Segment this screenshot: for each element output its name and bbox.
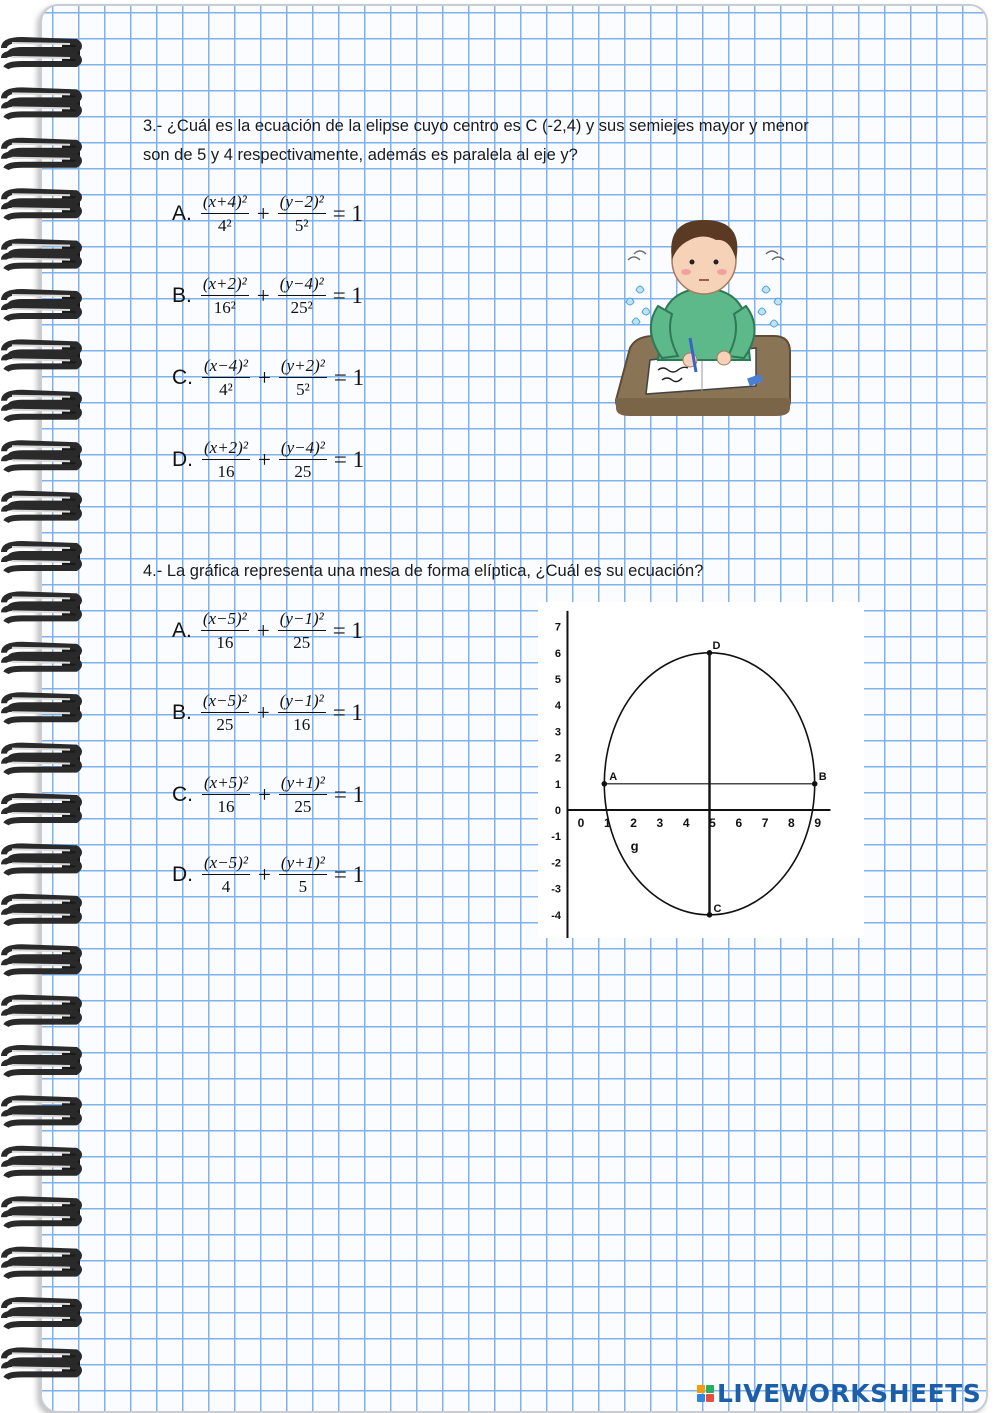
fraction-y bbox=[278, 192, 326, 236]
point-label-d: D bbox=[712, 639, 721, 652]
denominator: 16 bbox=[217, 462, 235, 481]
spiral-ring bbox=[4, 695, 80, 723]
option-letter: D. bbox=[172, 448, 193, 471]
spiral-ring bbox=[4, 1300, 80, 1328]
question3-option-a[interactable] bbox=[172, 179, 363, 249]
option-letter: A. bbox=[172, 619, 192, 642]
spiral-ring bbox=[4, 746, 80, 774]
option-letter: C. bbox=[172, 366, 193, 389]
logo-text: LIVEWORKSHEETS bbox=[717, 1378, 982, 1408]
denominator: 4 bbox=[221, 877, 231, 896]
fraction-y bbox=[278, 691, 326, 735]
question3-option-c[interactable] bbox=[172, 343, 364, 413]
denominator: 4² bbox=[219, 380, 233, 399]
numerator: (x+4)² bbox=[202, 192, 247, 211]
spiral-ring bbox=[4, 796, 80, 824]
equals-one: = 1 bbox=[332, 700, 363, 725]
spiral-ring bbox=[4, 90, 80, 118]
question4-option-b[interactable] bbox=[172, 678, 363, 748]
plus-sign: + bbox=[256, 700, 270, 725]
point-label-c: C bbox=[713, 902, 722, 915]
fraction-y bbox=[278, 274, 326, 318]
plus-sign: + bbox=[256, 618, 270, 643]
equals-one: = 1 bbox=[333, 365, 365, 390]
fraction-x bbox=[202, 356, 250, 400]
denominator: 25 bbox=[293, 633, 311, 652]
option-letter: B. bbox=[172, 701, 192, 724]
x-tick-label: 8 bbox=[788, 816, 795, 830]
fraction-x bbox=[202, 438, 250, 482]
spiral-ring bbox=[4, 393, 80, 421]
fraction-y bbox=[279, 438, 327, 482]
spiral-ring bbox=[4, 342, 80, 370]
spiral-ring bbox=[4, 645, 80, 673]
fraction-y bbox=[279, 356, 327, 400]
x-tick-label: 2 bbox=[630, 816, 637, 830]
spiral-ring bbox=[4, 998, 80, 1026]
equals-one: = 1 bbox=[332, 201, 363, 226]
option-letter: B. bbox=[172, 284, 192, 307]
numerator: (y−2)² bbox=[279, 192, 324, 211]
fraction-y bbox=[279, 853, 327, 897]
x-tick-label: 3 bbox=[656, 816, 664, 830]
point-b bbox=[812, 781, 818, 787]
spiral-ring bbox=[4, 443, 80, 471]
denominator: 25 bbox=[294, 462, 312, 481]
spiral-ring bbox=[4, 141, 80, 169]
y-tick-label: 5 bbox=[554, 674, 561, 686]
y-tick-label: 2 bbox=[554, 752, 561, 765]
x-tick-label: 6 bbox=[735, 816, 743, 830]
spiral-ring bbox=[4, 494, 80, 522]
plus-sign: + bbox=[257, 365, 271, 390]
question3-option-d[interactable] bbox=[172, 425, 364, 495]
y-tick-label: 7 bbox=[554, 621, 561, 634]
spiral-ring bbox=[4, 191, 80, 219]
question-3-text bbox=[143, 112, 903, 170]
plus-sign: + bbox=[257, 447, 271, 472]
y-tick-label: -2 bbox=[551, 857, 561, 870]
option-letter: C. bbox=[172, 783, 193, 806]
plus-sign: + bbox=[257, 782, 271, 807]
spiral-ring bbox=[4, 1048, 80, 1076]
spiral-ring bbox=[4, 1250, 80, 1278]
y-tick-label: -4 bbox=[551, 909, 561, 922]
denominator: 16 bbox=[293, 715, 311, 734]
spiral-ring bbox=[4, 1149, 80, 1177]
numerator: (y+2)² bbox=[280, 356, 325, 375]
equals-one: = 1 bbox=[333, 782, 365, 807]
denominator: 16 bbox=[216, 633, 234, 652]
liveworksheets-logo bbox=[697, 1376, 981, 1410]
equals-one: = 1 bbox=[333, 447, 365, 472]
logo-mark-icon bbox=[697, 1385, 714, 1402]
numerator: (x+2)² bbox=[204, 438, 248, 457]
numerator: (x−5)² bbox=[202, 691, 247, 710]
point-label-b: B bbox=[818, 770, 827, 783]
numerator: (x−5)² bbox=[204, 853, 248, 872]
numerator: (y+1)² bbox=[280, 773, 325, 792]
denominator: 5² bbox=[296, 380, 310, 399]
y-tick-label: -3 bbox=[551, 883, 561, 896]
point-c bbox=[707, 912, 713, 918]
option-letter: D. bbox=[172, 863, 193, 886]
x-tick-label: 9 bbox=[814, 816, 822, 830]
spiral-ring bbox=[4, 40, 80, 68]
numerator: (x+2)² bbox=[202, 274, 247, 293]
y-tick-label: 6 bbox=[554, 647, 561, 660]
question3-option-b[interactable] bbox=[172, 261, 363, 331]
x-tick-label: 1 bbox=[603, 816, 611, 830]
denominator: 25² bbox=[290, 298, 313, 317]
denominator: 25 bbox=[294, 797, 312, 816]
question4-option-d[interactable] bbox=[172, 840, 364, 910]
fraction-x bbox=[201, 691, 249, 735]
point-a bbox=[602, 781, 608, 787]
spiral-ring bbox=[4, 897, 80, 925]
fraction-y bbox=[278, 609, 326, 653]
plus-sign: + bbox=[257, 862, 271, 887]
denominator: 5² bbox=[294, 216, 309, 235]
denominator: 16 bbox=[217, 797, 235, 816]
question4-option-a[interactable] bbox=[172, 596, 363, 666]
denominator: 16² bbox=[213, 298, 236, 317]
spiral-binding bbox=[0, 0, 90, 1413]
plus-sign: + bbox=[256, 283, 270, 308]
equals-one: = 1 bbox=[332, 618, 363, 643]
y-tick-label: 1 bbox=[554, 778, 561, 791]
spiral-ring bbox=[4, 846, 80, 874]
ellipse-graph bbox=[538, 602, 864, 938]
logo-square bbox=[697, 1385, 705, 1393]
equals-one: = 1 bbox=[333, 862, 365, 887]
question-3-line-1: 3.- ¿Cuál es la ecuación de la elipse cuyo centro es C (-2,4) y sus semiejes mayor y menor bbox=[143, 117, 809, 135]
spiral-ring bbox=[4, 947, 80, 975]
x-tick-label: 7 bbox=[761, 816, 769, 830]
numerator: (y−4)² bbox=[279, 274, 324, 293]
logo-square bbox=[706, 1385, 714, 1393]
numerator: (y−4)² bbox=[280, 438, 325, 457]
spiral-ring bbox=[4, 1098, 80, 1126]
numerator: (x−5)² bbox=[202, 609, 247, 628]
denominator: 4² bbox=[218, 216, 232, 235]
x-tick-label: 4 bbox=[682, 816, 690, 830]
question-4-text: 4.- La gráfica representa una mesa de forma elíptica, ¿Cuál es su ecuación? bbox=[143, 562, 704, 580]
logo-square bbox=[706, 1394, 714, 1402]
spiral-ring bbox=[4, 544, 80, 572]
point-label-a: A bbox=[609, 770, 618, 783]
fraction-x bbox=[202, 773, 250, 817]
student-writing-illustration bbox=[606, 210, 802, 426]
numerator: (x−4)² bbox=[204, 356, 248, 375]
question-3-line-2: son de 5 y 4 respectivamente, además es paralela al eje y? bbox=[143, 146, 578, 164]
denominator: 25 bbox=[216, 715, 234, 734]
numerator: (y−1)² bbox=[279, 691, 324, 710]
plus-sign: + bbox=[256, 201, 270, 226]
y-tick-label: 0 bbox=[554, 805, 561, 817]
numerator: (y+1)² bbox=[280, 853, 325, 872]
numerator: (x+5)² bbox=[204, 773, 248, 792]
point-d bbox=[707, 650, 713, 656]
y-tick-label: -1 bbox=[551, 831, 561, 844]
y-tick-label: 3 bbox=[554, 726, 561, 739]
fraction-x bbox=[201, 192, 249, 236]
spiral-ring bbox=[4, 242, 80, 270]
fraction-x bbox=[201, 609, 249, 653]
option-letter: A. bbox=[172, 202, 192, 225]
fraction-x bbox=[201, 274, 249, 318]
x-tick-label: 5 bbox=[709, 816, 716, 830]
y-tick-label: 4 bbox=[554, 700, 561, 713]
x-tick-label: 0 bbox=[577, 816, 585, 830]
question4-option-c[interactable] bbox=[172, 760, 364, 830]
numerator: (y−1)² bbox=[279, 609, 324, 628]
spiral-ring bbox=[4, 594, 80, 622]
denominator: 5 bbox=[298, 877, 308, 896]
equals-one: = 1 bbox=[332, 283, 363, 308]
spiral-ring bbox=[4, 1199, 80, 1227]
fraction-x bbox=[202, 853, 250, 897]
curve-label: g bbox=[630, 838, 639, 854]
logo-square bbox=[697, 1394, 705, 1402]
spiral-ring bbox=[4, 1350, 80, 1378]
spiral-ring bbox=[4, 292, 80, 320]
fraction-y bbox=[279, 773, 327, 817]
